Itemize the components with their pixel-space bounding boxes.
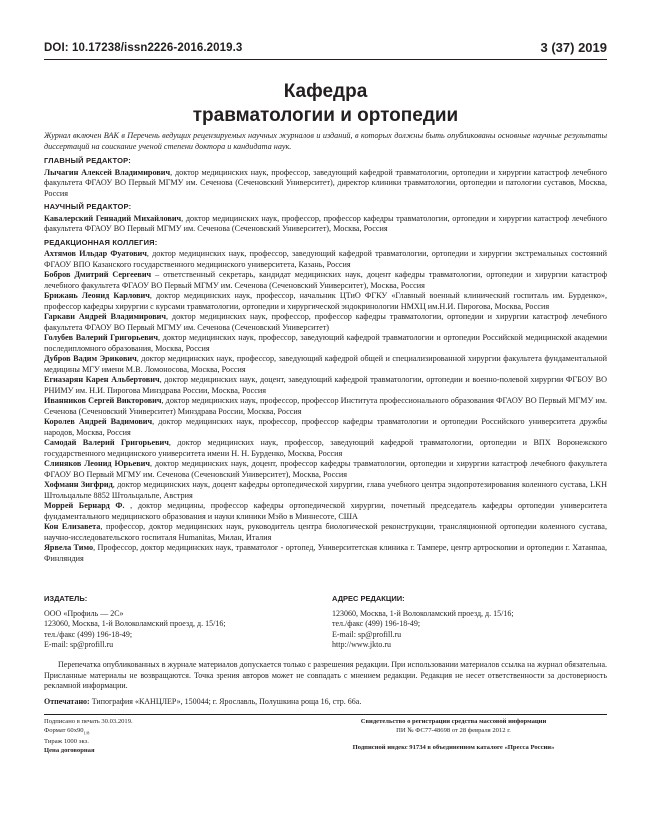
board-member [44,522,607,543]
price-text: Цена договорная [44,747,95,755]
address-line: 123060, Москва, 1-й Волоколамский проезд, д. 15/16; [332,608,514,618]
chief-editor-entry [44,168,607,200]
science-editor-heading: НАУЧНЫЙ РЕДАКТОР: [44,202,132,211]
member-desc: , доктор медицинских наук, профессор, профессор Института профессионального образования ФГАОУ ВО Первый МГМУ им. Сеченова (Сеченовский Университет) Минздрава России, Москва, Россия [44,396,607,416]
member-name: Дубров Вадим Эрикович [44,354,137,363]
intro-text: Журнал включен ВАК в Перечень ведущих рецензируемых научных журналов и изданий, в которых должны быть опубликованы основные научные результаты диссертаций на соискание ученой степени доктора и кандидата наук. [44,131,607,151]
member-desc: , доктор медицинских наук, профессор, заведующий кафедрой травматологии и ортопедии Российской медицинской академии последипломного образования, Москва, Россия [44,333,607,353]
subscription-text: Подписной индекс 91734 в объединенном каталоге «Пресса России» [352,744,555,751]
member-name: Королев Андрей Вадимович [44,417,153,426]
editorial-address-heading: АДРЕС РЕДАКЦИИ: [332,594,405,603]
member-desc: , Профессор, доктор медицинских наук, травматолог - ортопед, Университетская клиника г. Тампере, центр артроскопии и ортопедии г. Хатанпаа, Финляндия [44,543,607,563]
footer-divider [44,714,607,715]
member-desc: , доктор медицинских наук, профессор, профессор кафедры травматологии и ортопедии Российского университета дружбы народов, Москва, Россия [44,417,607,437]
signed-date: Подписано в печать 30.03.2019. [44,718,133,725]
science-editor-name: Кавалерский Геннадий Михайлович [44,213,182,223]
header-divider [44,59,607,60]
publisher-email[interactable]: E-mail: sp@profill.ru [44,640,114,649]
address-email[interactable]: E-mail: sp@profill.ru [332,629,402,639]
format-sub: 1/8 [83,730,90,736]
price [44,746,214,755]
member-name: Хофманн Зигфрид [44,480,113,489]
chief-editor-desc: , доктор медицинских наук, профессор, заведующий кафедрой травматологии, ортопедии и хирургии катастроф лечебного факультета ФГАОУ ВО Первый МГМУ им. Сеченова (Сеченовский Университет), директор клиники травматологии, ортопедии и патологии суставов, Москва, Россия [44,167,607,198]
member-desc: , доктор медицинских наук, профессор, профессор кафедры травматологии, ортопедии и хирургии катастроф лечебного факультета ФГАОУ ВО Первый МГМУ им. Сеченова (Сеченовский Университет) [44,312,607,332]
member-name: Гаркави Андрей Владимирович [44,312,166,321]
member-desc: , доктор медицинских наук, профессор, заведующий кафедрой травматологии, ортопедии и хирургии экстремальных состояний ФГАОУ ВПО Казанского государственного медицинского университета, Казань, Россия [44,249,607,269]
member-desc: , доктор медицины, профессор кафедры ортопедической хирургии, почетный председатель кафедры ортопедии университета фундаментального медицинского образования и науки клиники Мэйо в Миннесоте, США [44,501,608,521]
member-name: Брижань Леонид Карлович [44,291,150,300]
member-name: Моррей Бернард Ф. [44,501,131,510]
member-name: Егиазарян Карен Альбертович [44,375,160,384]
subscription-index [300,743,607,752]
publisher-heading: ИЗДАТЕЛЬ: [44,594,88,603]
board-member [44,417,607,438]
board-member [44,333,607,354]
title-line-2: травматологии и ортопедии [192,105,459,126]
board-member [44,354,607,375]
imprint-block [44,717,214,755]
notice-text: Перепечатка опубликованных в журнале материалов допускается только с разрешения редакции. При использовании материалов ссылка на журнал обязательна. Присланные материалы не возвращаются. Точка зрения авторов может не совпадать с мнением редакции. Редакция не несет ответственности за достоверность рекламной информации. [44,660,607,690]
certificate-title [300,717,607,726]
member-desc: , профессор, доктор медицинских наук, руководитель центра биологической реконструкции, трансляционной ортопедии коленного сустава, научно-исследовательского госпиталя Humanitas, Милан, Италия [44,522,607,542]
member-desc: , доктор медицинских наук, доцент, профессор кафедры травматологии, ортопедии и хирургии катастроф лечебного факультета ФГАОУ ВО Первый МГМУ им. Сеченова (Сеченовский Университет), Москва, Россия [44,459,607,479]
member-desc: , доктор медицинских наук, профессор, начальник ЦТиО ФГКУ «Главный военный клинический госпиталь им. Бурденко», профессор кафедры хирургии с курсами травматологии, ортопедии и хирургической эндокринологии НМХЦ им.Н.И. Пирогова, Москва, Россия [44,291,607,311]
printing-label: Отпечатано: [44,696,90,706]
member-name: Иванников Сергей Викторович [44,396,162,405]
board-member [44,249,607,270]
paper-format [44,726,214,737]
address-line: тел./факс (499) 196-18-49; [332,619,421,628]
member-name: Голубев Валерий Григорьевич [44,333,159,342]
board-member [44,270,607,291]
chief-editor-heading: ГЛАВНЫЙ РЕДАКТОР: [44,156,131,165]
page-title [44,80,607,128]
board-member [44,312,607,333]
format-text: Формат 60х90 [44,727,84,734]
publisher-block [44,594,324,651]
member-desc: , доктор медицинских наук, профессор, заведующий кафедрой травматологии, ортопедии и ВПХ Воронежского государственного медицинского университета имени Н. Н. Бурденко, Москва, Россия [44,438,607,458]
editorial-body [44,131,607,564]
member-name: Ахтямов Ильдар Фуатович [44,249,147,258]
publisher-line: 123060, Москва, 1-й Волоколамский проезд, д. 15/16; [44,619,226,628]
science-editor-desc: , доктор медицинских наук, профессор, профессор кафедры травматологии, ортопедии и хирургии катастроф лечебного факультета ФГАОУ ВО Первый МГМУ им. Сеченова (Сеченовский Университет), Москва, Россия [44,213,607,233]
board-member [44,501,607,522]
board-member [44,396,607,417]
page-header [44,40,607,62]
editorial-address-block [332,594,607,651]
member-desc: , доктор медицинских наук, доцент, заведующий кафедрой травматологии, ортопедии и военно-полевой хирургии ФГБОУ ВО РНИМУ им. Н.И. Пирогова Минздрава России, Москва, Россия [44,375,607,395]
board-list [44,249,607,564]
board-member [44,543,607,564]
issue-number: 3 (37) 2019 [540,40,607,55]
certificate-number: ПИ № ФС77-48698 от 28 февраля 2012 г. [396,727,511,734]
printing-text: Типография «КАНЦЛЕР», 150044; г. Ярославль, Полушкина роща 16, стр. 66а. [89,696,362,706]
member-name: Бобров Дмитрий Сергеевич [44,270,152,279]
doi-text: DOI: 10.17238/issn2226-2016.2019.3 [44,42,243,54]
member-desc: – ответственный секретарь, кандидат медицинских наук, доцент кафедры травматологии, ортопедии и хирургии катастроф лечебного факультета ФГАОУ ВО Первый МГМУ им. Сеченова (Сеченовский Университет), Москва, Россия [44,270,607,290]
publisher-line: тел./факс (499) 196-18-49; [44,629,133,639]
member-name: Кон Елизавета [44,522,101,531]
copyright-notice [44,660,607,707]
website-link[interactable]: http://www.jkto.ru [332,640,392,649]
publisher-line: ООО «Профиль — 2С» [44,608,124,618]
title-line-1: Кафедра [283,81,368,102]
printing-info [44,697,607,708]
member-name: Самодай Валерий Григорьевич [44,438,169,447]
board-member [44,459,607,480]
science-editor-entry [44,214,607,235]
board-member [44,375,607,396]
print-run: Тираж 1000 экз. [44,738,89,746]
board-heading: РЕДАКЦИОННАЯ КОЛЛЕГИЯ: [44,237,158,247]
certificate-title-text: Свидетельство о регистрации средства массовой информации [360,718,547,725]
board-member [44,438,607,459]
member-name: Ярвела Тимо [44,543,94,552]
chief-editor-name: Лычагин Алексей Владимирович [44,167,171,177]
member-desc: , доктор медицинских наук, профессор, заведующий кафедрой общей и специализированной хирургии факультета фундаментальной медицины МГУ имени М.В. Ломоносова, Москва, Россия [44,354,607,374]
member-name: Слиняков Леонид Юрьевич [44,459,150,468]
board-member [44,291,607,312]
member-desc: , доктор медицинских наук, доцент кафедры ортопедической хирургии, глава учебного центра эндопротезирования коленного сустава, LKH Штольцальпе 8852 Штольцальпе, Австрия [44,480,607,500]
board-member [44,480,607,501]
registration-block [300,717,607,752]
